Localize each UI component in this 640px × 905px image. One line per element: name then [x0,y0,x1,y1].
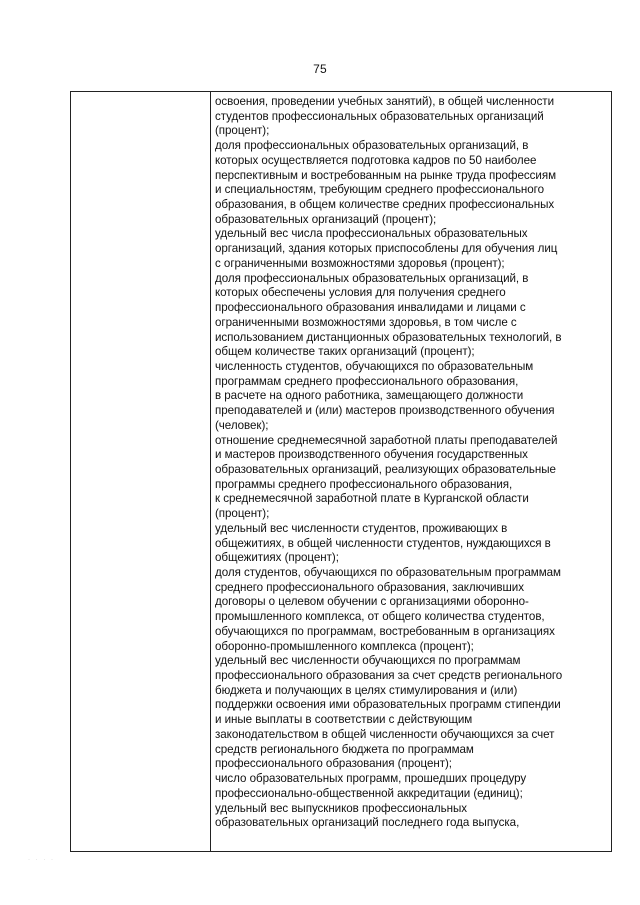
text-line: средств регионального бюджета по программам [215,742,474,756]
text-line: образовательных организаций, реализующих образовательные [215,462,556,476]
text-line: среднего профессионального образования, заключивших [215,580,524,594]
text-line: освоения, проведении учебных занятий), в общей численности [215,95,554,108]
text-line: число образовательных программ, прошедших процедуру [215,772,527,786]
text-line: перспективным и востребованным на рынке труда профессиям [215,168,556,182]
text-line: образовательных организаций последнего года выпуска, [215,816,520,830]
text-line: поддержки освоения ими образовательных программ стипендии [215,698,561,712]
text-line: которых осуществляется подготовка кадров по 50 наиболее [215,153,537,167]
text-line: обучающихся по программам, востребованным в организациях [215,624,555,638]
text-line: к среднемесячной заработной плате в Курганской области [215,492,529,506]
text-line: образовательных организаций (процент); [215,212,437,226]
text-line: промышленного комплекса, от общего количества студентов, [215,610,545,624]
text-line: организаций, здания которых приспособлены для обучения лиц [215,242,558,256]
text-line: (процент); [215,507,270,521]
text-line: доля студентов, обучающихся по образовательным программам [215,566,561,579]
text-line: с ограниченными возможностями здоровья (процент); [215,256,505,270]
text-line: образования, в общем количестве средних профессиональных [215,198,555,212]
text-line: удельный вес числа профессиональных образовательных [215,227,528,241]
text-line: профессионального образования инвалидами и лицами с [215,301,526,315]
text-line: удельный вес численности обучающихся по программам [215,654,521,668]
text-line: удельный вес численности студентов, проживающих в [215,521,508,535]
page-number: 75 [313,62,327,76]
text-line: удельный вес выпускников профессиональных [215,801,468,815]
text-line: оборонно-промышленного комплекса (процент); [215,639,474,653]
text-line: договоры о целевом обучении с организациями оборонно- [215,595,529,609]
text-line: общежитиях, в общей численности студентов, нуждающихся в [215,536,551,550]
text-line: которых обеспечены условия для получения среднего [215,286,506,300]
text-line: ограниченными возможностями здоровья, в том числе с [215,315,517,329]
text-line: численность студентов, обучающихся по образовательным [215,359,534,373]
text-line: профессионального образования за счет средств регионального [215,669,563,683]
text-line: доля профессиональных образовательных организаций, в [215,139,529,153]
document-table [70,91,612,852]
text-line: преподавателей и (или) мастеров производственного обучения [215,404,555,418]
text-line: общежитиях (процент); [215,551,339,565]
table-left-cell [71,92,211,851]
text-line: законодательством в общей численности обучающихся за счет [215,727,555,741]
text-line: профессионального образования (процент); [215,757,452,771]
text-line: (процент); [215,124,270,138]
scan-artifact: · · · · [28,857,55,863]
text-line: в расчете на одного работника, замещающего должности [215,389,524,403]
text-line: отношение среднемесячной заработной платы преподавателей [215,433,558,447]
text-line: бюджета и получающих в целях стимулирования и (или) [215,683,518,697]
text-line: использованием дистанционных образовательных технологий, в [215,330,562,344]
text-line: программам среднего профессионального образования, [215,374,519,388]
text-line: и иные выплаты в соответствии с действующим [215,713,473,727]
text-line: программы среднего профессионального образования, [215,477,513,491]
text-line: профессионально-общественной аккредитации (единиц); [215,786,523,800]
text-line: студентов профессиональных образовательных организаций [215,109,544,123]
table-text-cell [215,95,609,831]
text-line: и мастеров производственного обучения государственных [215,448,528,462]
text-line: доля профессиональных образовательных организаций, в [215,271,529,285]
text-line: и специальностям, требующим среднего профессионального [215,183,545,197]
text-line: общем количестве таких организаций (процент); [215,345,475,359]
text-line: (человек); [215,418,269,432]
